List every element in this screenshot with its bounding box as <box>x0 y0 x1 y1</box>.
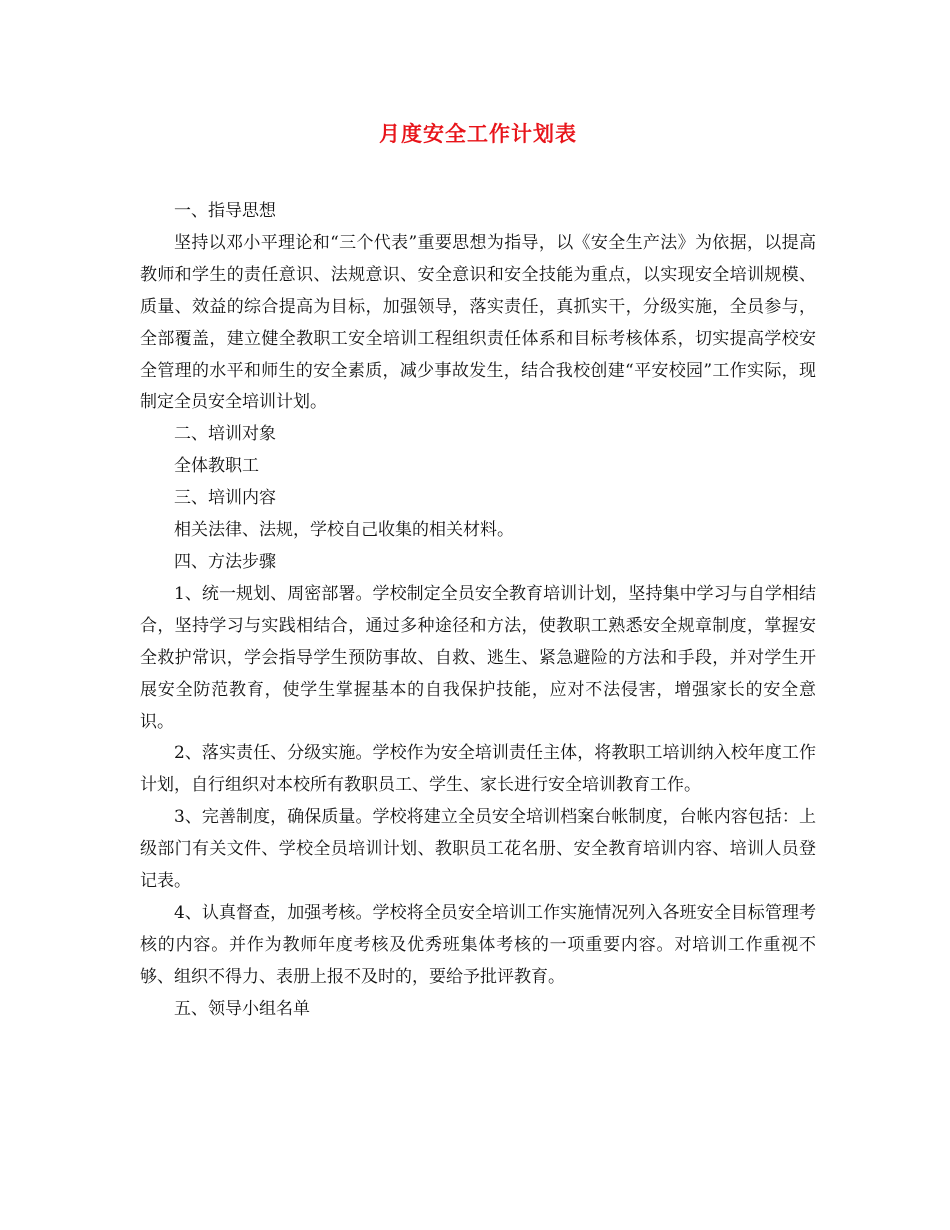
paragraph-step-1: 1、统一规划、周密部署。学校制定全员安全教育培训计划，坚持集中学习与自学相结合，坚持学习与实践相结合，通过多种途径和方法，使教职工熟悉安全规章制度，掌握安全救护常识，学会指导学生预防事故、自救、逃生、紧急避险的方法和手段，并对学生开展安全防范教育，使学生掌握基本的自我保护技能，应对不法侵害，增强家长的安全意识。 <box>140 583 816 732</box>
document-title: 月度安全工作计划表 <box>379 121 577 146</box>
document-page <box>140 118 816 1026</box>
section-heading-training-content: 三、培训内容 <box>174 488 276 509</box>
section-heading-guiding-ideology: 一、指导思想 <box>174 201 276 221</box>
paragraph-step-4: 4、认真督查，加强考核。学校将全员安全培训工作实施情况列入各班安全目标管理考核的内容。并作为教师年度考核及优秀班集体考核的一项重要内容。对培训工作重视不够、组织不得力、表册上报不及时的，要给予批评教育。 <box>140 902 816 987</box>
section-heading-training-targets: 二、培训对象 <box>174 424 276 445</box>
section-heading-methods-steps: 四、方法步骤 <box>174 551 276 572</box>
paragraph-training-content: 相关法律、法规，学校自己收集的相关材料。 <box>174 520 514 541</box>
paragraph-guiding-ideology: 坚持以邓小平理论和“三个代表”重要思想为指导，以《安全生产法》为依据，以提高教师和学生的责任意识、法规意识、安全意识和安全技能为重点，以实现安全培训规模、质量、效益的综合提高为目标，加强领导，落实责任，真抓实干，分级实施，全员参与，全部覆盖，建立健全教职工安全培训工程组织责任体系和目标考核体系，切实提高学校安全管理的水平和师生的安全素质，减少事故发生，结合我校创建“平安校园”工作实际，现制定全员安全培训计划。 <box>140 232 816 413</box>
paragraph-step-3: 3、完善制度，确保质量。学校将建立全员安全培训档案台帐制度，台帐内容包括：上级部门有关文件、学校全员培训计划、教职员工花名册、安全教育培训内容、培训人员登记表。 <box>140 807 816 892</box>
section-heading-leadership-group: 五、领导小组名单 <box>174 998 310 1019</box>
paragraph-step-2: 2、落实责任、分级实施。学校作为安全培训责任主体，将教职工培训纳入校年度工作计划，自行组织对本校所有教职员工、学生、家长进行安全培训教育工作。 <box>140 743 816 796</box>
paragraph-training-targets: 全体教职工 <box>174 456 259 477</box>
